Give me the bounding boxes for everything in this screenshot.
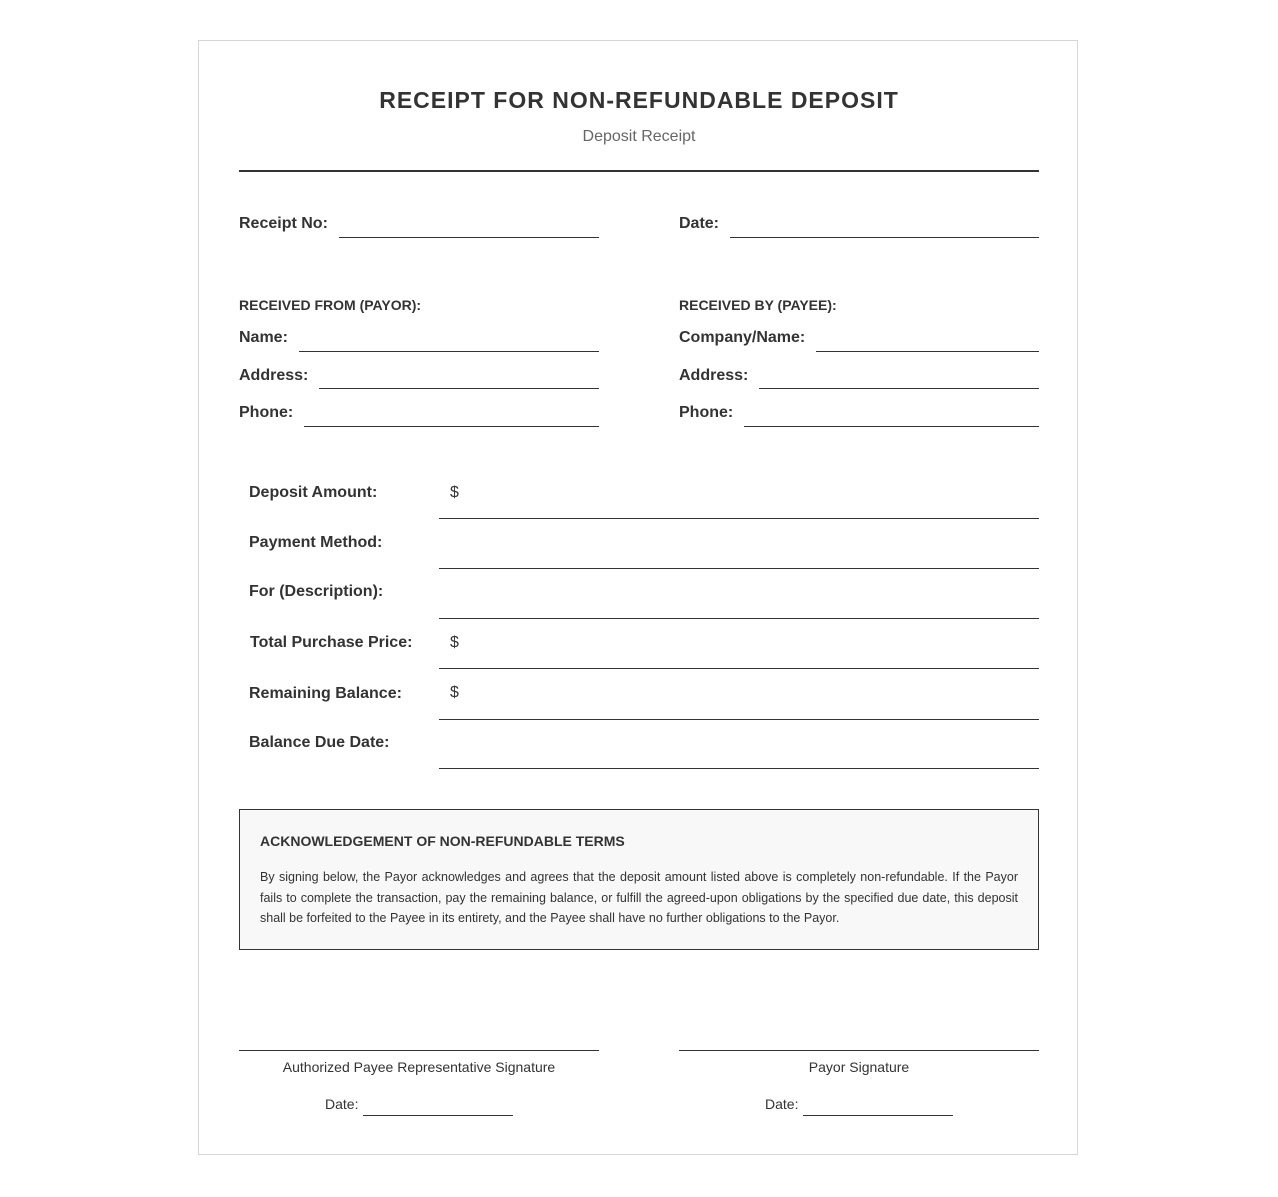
deposit-amount-currency: $: [450, 484, 459, 501]
payment-method-field[interactable]: [439, 568, 1039, 569]
terms-title: ACKNOWLEDGEMENT OF NON-REFUNDABLE TERMS: [260, 833, 625, 849]
terms-box: [239, 809, 1039, 950]
payor-signature-date-label: Date:: [765, 1096, 799, 1112]
deposit-amount-field[interactable]: [439, 518, 1039, 519]
payee-signature-date-field[interactable]: [363, 1115, 513, 1116]
total-price-label: Total Purchase Price:: [250, 634, 413, 651]
payee-name-label: Company/Name:: [679, 329, 806, 346]
payor-section-heading: RECEIVED FROM (PAYOR):: [239, 297, 422, 313]
payor-address-field[interactable]: [319, 388, 599, 389]
terms-text: By signing below, the Payor acknowledges and agrees that the deposit amount listed above is completely non-refundable. If the Payor fails to complete the transaction, pay the remaining balance, or fulfill the agreed-upon obligations by the specified due date, this deposit shall be forfeited to the Payee in its entirety, and the Payee shall have no further obligations to the Payor.: [260, 870, 1018, 925]
deposit-amount-label: Deposit Amount:: [249, 484, 378, 501]
payee-signature-line[interactable]: [239, 1050, 599, 1051]
payee-section-heading: RECEIVED BY (PAYEE):: [679, 297, 837, 313]
description-label: For (Description):: [249, 583, 384, 600]
balance-due-date-label: Balance Due Date:: [249, 734, 390, 751]
payment-method-label: Payment Method:: [249, 534, 383, 551]
remaining-balance-field[interactable]: [439, 719, 1039, 720]
payor-signature-label: Payor Signature: [808, 1059, 910, 1075]
payee-address-field[interactable]: [759, 388, 1039, 389]
payee-address-label: Address:: [679, 367, 749, 384]
payor-phone-label: Phone:: [239, 404, 294, 421]
balance-due-date-field[interactable]: [439, 768, 1039, 769]
payor-name-field[interactable]: [299, 351, 599, 352]
remaining-balance-label: Remaining Balance:: [249, 685, 402, 702]
payor-phone-field[interactable]: [304, 426, 599, 427]
receipt-no-field[interactable]: [339, 237, 599, 238]
payor-name-label: Name:: [239, 329, 288, 346]
receipt-document: [198, 40, 1078, 1155]
description-field[interactable]: [439, 618, 1039, 619]
payor-signature-line[interactable]: [679, 1050, 1039, 1051]
payee-signature-label: Authorized Payee Representative Signature: [282, 1059, 556, 1075]
date-label: Date:: [679, 215, 720, 232]
total-price-currency: $: [450, 634, 459, 651]
payee-phone-field[interactable]: [744, 426, 1039, 427]
document-title: RECEIPT FOR NON-REFUNDABLE DEPOSIT: [379, 87, 899, 113]
payor-signature-date-field[interactable]: [803, 1115, 953, 1116]
payor-address-label: Address:: [239, 367, 309, 384]
document-subtitle: Deposit Receipt: [582, 128, 696, 145]
payee-name-field[interactable]: [816, 351, 1039, 352]
remaining-balance-currency: $: [450, 684, 459, 701]
payee-phone-label: Phone:: [679, 404, 734, 421]
total-price-field[interactable]: [439, 668, 1039, 669]
receipt-no-label: Receipt No:: [239, 215, 328, 232]
title-divider: [239, 170, 1039, 172]
payee-signature-date-label: Date:: [325, 1096, 359, 1112]
date-field[interactable]: [730, 237, 1039, 238]
